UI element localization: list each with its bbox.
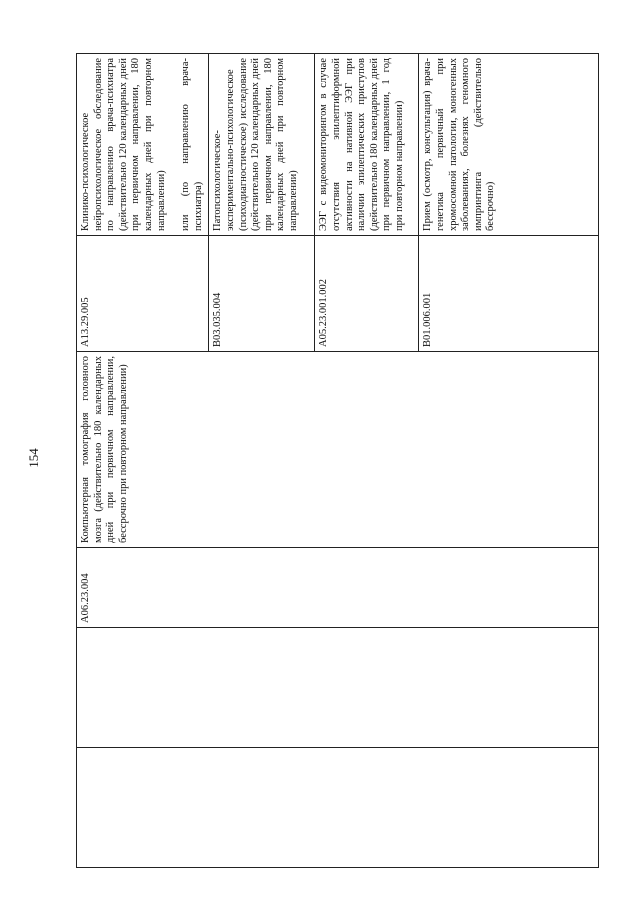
table-cell-empty bbox=[77, 628, 599, 748]
service-code-cell: B03.035.004 bbox=[209, 236, 315, 352]
service-description-text: или (по направлению врача-психиатра) bbox=[180, 58, 204, 231]
service-code-cell: B01.006.001 bbox=[419, 236, 599, 352]
main-description-cell: Компьютерная томография головного мозга (действительно 180 календарных дней при первичном направлении, бессрочно при повторном направлении) bbox=[77, 352, 599, 548]
rotated-table-container bbox=[76, 54, 572, 868]
service-description-cell bbox=[209, 54, 315, 236]
service-description-text: Клинико-психологическое нейропсихологическое обследование по направлению врача-психиатра (действительно 120 календарных дней при первичном направлении, 180 календарных дней при повторном направлении) bbox=[80, 58, 167, 231]
service-code-cell: A05.23.001.002 bbox=[315, 236, 419, 352]
service-description-text: Патопсихологическое-экспериментально-психологическое (психодиагностическое) исследование (действительно 120 календарных дней при первичном направлении, 180 календарных дней при повторном направлении) bbox=[212, 58, 299, 231]
document-table bbox=[76, 53, 599, 868]
service-description-cell bbox=[315, 54, 419, 236]
page-number: 154 bbox=[26, 448, 41, 468]
service-description-cell bbox=[419, 54, 599, 236]
service-description-text: Прием (осмотр, консультация) врача-генетика первичный при хромосомной патологии, моногенных заболеваниях, болезнях геномного импринтинга (действительно бессрочно) bbox=[422, 58, 497, 231]
service-code-cell: A13.29.005 bbox=[77, 236, 209, 352]
service-description-cell bbox=[77, 54, 209, 236]
table-cell-empty bbox=[77, 748, 599, 868]
main-code-cell: A06.23.004 bbox=[77, 548, 599, 628]
table-row bbox=[77, 54, 209, 868]
service-description-text: ЭЭГ с видеомониторингом в случае отсутствия эпилептиформной активности на нативной ЭЭГ при наличии эпилептических приступов (действительно 180 календарных дней при первичном направлении, 1 год при повторном направлении) bbox=[318, 58, 405, 231]
